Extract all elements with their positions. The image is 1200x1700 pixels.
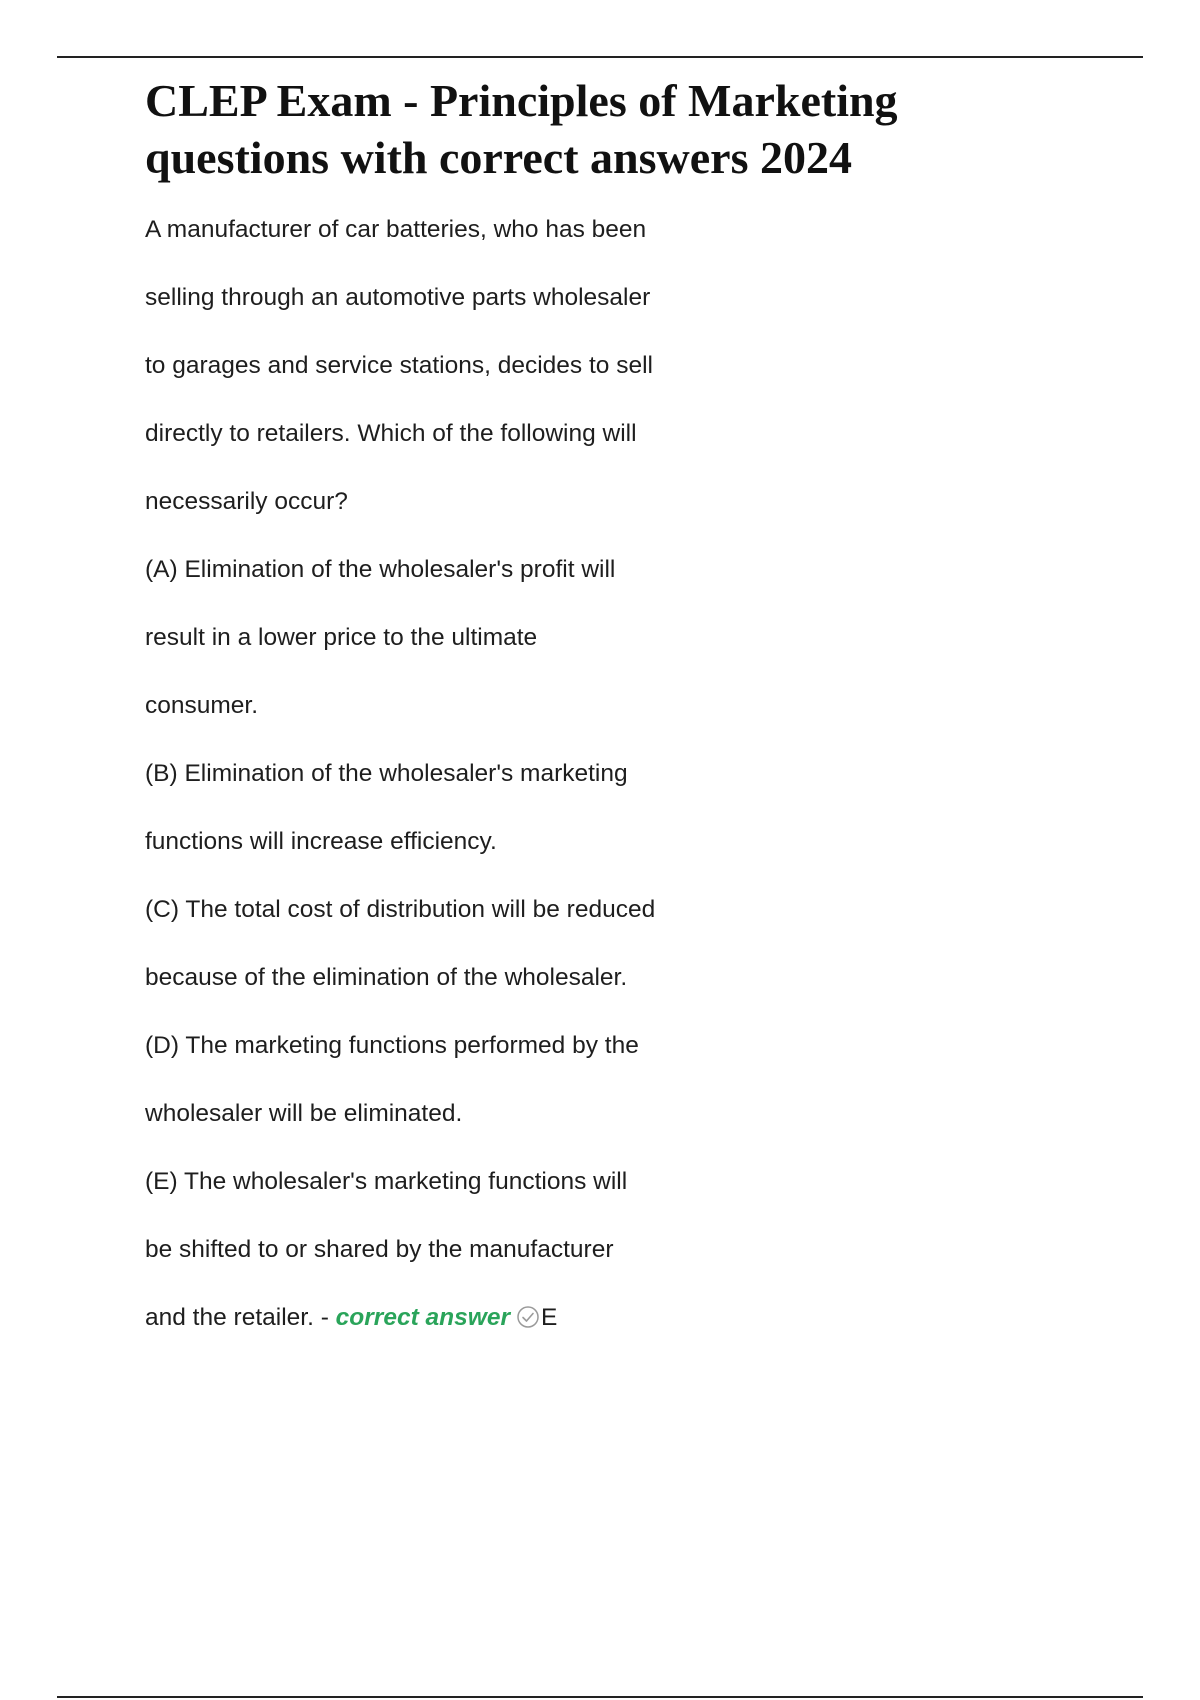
question-line: A manufacturer of car batteries, who has been bbox=[145, 216, 647, 243]
option-b-line: (B) Elimination of the wholesaler's marketing bbox=[145, 760, 628, 787]
question-line: directly to retailers. Which of the following will bbox=[145, 420, 637, 447]
title-line-1: CLEP Exam - Principles of Marketing bbox=[145, 75, 898, 126]
option-e-line: (E) The wholesaler's marketing functions will bbox=[145, 1168, 628, 1195]
correct-answer-label: correct answer bbox=[335, 1304, 510, 1331]
title-line-2: questions with correct answers 2024 bbox=[145, 132, 852, 183]
option-d-line: (D) The marketing functions performed by the bbox=[145, 1032, 639, 1059]
option-c-line: (C) The total cost of distribution will be reduced bbox=[145, 896, 656, 923]
option-e-line: be shifted to or shared by the manufacturer bbox=[145, 1236, 614, 1263]
option-d-line: wholesaler will be eliminated. bbox=[145, 1100, 463, 1127]
option-a-line: (A) Elimination of the wholesaler's profit will bbox=[145, 556, 616, 583]
question-line: to garages and service stations, decides to sell bbox=[145, 352, 653, 379]
bottom-rule bbox=[57, 1696, 1143, 1698]
option-a-line: consumer. bbox=[145, 692, 259, 719]
question-body bbox=[145, 196, 845, 1352]
option-b-line: functions will increase efficiency. bbox=[145, 828, 497, 855]
check-circle-icon bbox=[516, 1305, 540, 1329]
option-c-line: because of the elimination of the wholesaler. bbox=[145, 964, 628, 991]
top-rule bbox=[57, 56, 1143, 58]
document-title bbox=[145, 72, 1045, 186]
question-line: selling through an automotive parts wholesaler bbox=[145, 284, 651, 311]
answer-line-prefix: and the retailer. - bbox=[145, 1304, 336, 1331]
question-line: necessarily occur? bbox=[145, 488, 348, 515]
option-a-line: result in a lower price to the ultimate bbox=[145, 624, 538, 651]
answer-line bbox=[145, 1284, 845, 1352]
answer-value: E bbox=[540, 1304, 558, 1331]
